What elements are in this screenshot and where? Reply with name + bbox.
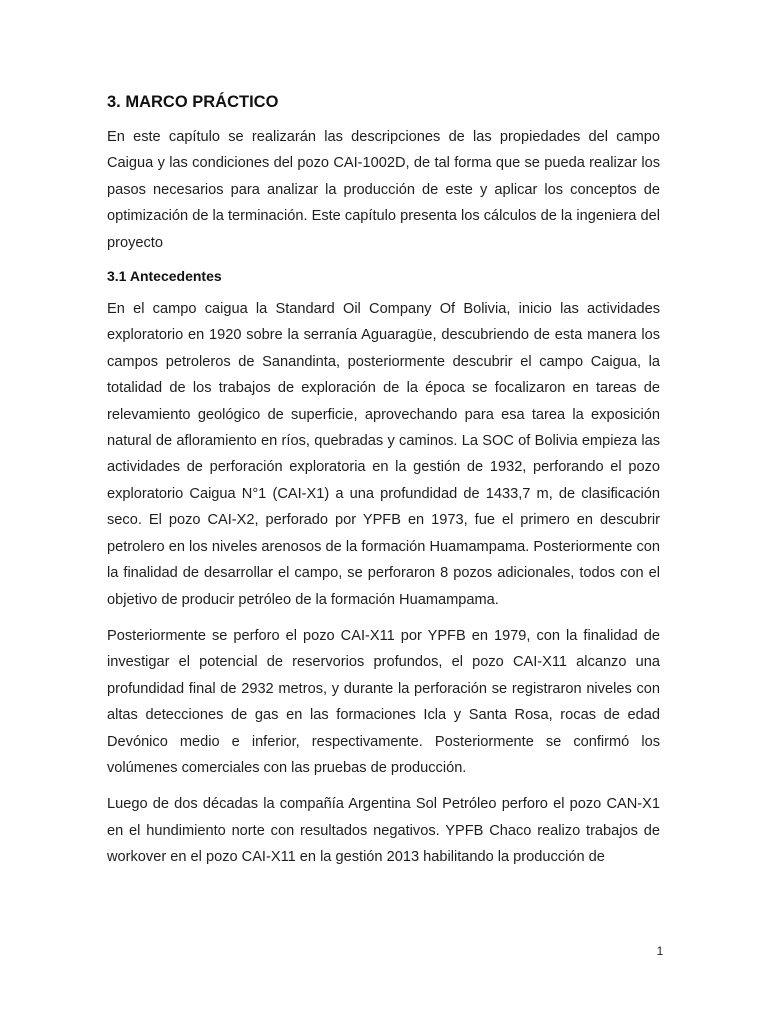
body-paragraph: Posteriormente se perforo el pozo CAI-X11 por YPFB en 1979, con la finalidad de investigar el potencial de reservorios profundos, el pozo CAI-X11 alcanzo una profundidad final de 2932 metros, y durante la perforación se registraron niveles con altas detecciones de gas en las formaciones Icla y Santa Rosa, rocas de edad Devónico medio e inferior, respectivamente. Posteriormente se confirmó los volúmenes comerciales con las pruebas de producción.: [107, 627, 660, 776]
intro-paragraph: En este capítulo se realizarán las descripciones de las propiedades del campo Caigua y las condiciones del pozo CAI-1002D, de tal forma que se pueda realizar los pasos necesarios para analizar la producción de este y aplicar los conceptos de optimización de la terminación. Este capítulo presenta los cálculos de la ingeniera del proyecto: [107, 129, 660, 251]
chapter-heading: 3. MARCO PRÁCTICO: [107, 93, 279, 111]
body-paragraph: En el campo caigua la Standard Oil Company Of Bolivia, inicio las actividades exploratorio en 1920 sobre la serranía Aguaragüe, descubriendo de esta manera los campos petroleros de Sanandinta, posteriormente descubrir el campo Caigua, la totalidad de los trabajos de exploración de la época se focalizaron en tareas de relevamiento geológico de superficie, aprovechando para esa tarea la exposición natural de afloramiento en ríos, quebradas y caminos. La SOC of Bolivia empieza las actividades de perforación exploratoria en la gestión de 1932, perforando el pozo exploratorio Caigua N°1 (CAI-X1) a una profundidad de 1433,7 m, de clasificación seco. El pozo CAI-X2, perforado por YPFB en 1973, fue el primero en descubrir petrolero en los niveles arenosos de la formación Huamampama. Posteriormente con la finalidad de desarrollar el campo, se perforaron 8 pozos adicionales, todos con el objetivo de producir petróleo de la formación Huamampama.: [107, 301, 660, 608]
page-number: 1: [656, 944, 664, 958]
body-paragraph: Luego de dos décadas la compañía Argentina Sol Petróleo perforo el pozo CAN-X1 en el hundimiento norte con resultados negativos. YPFB Chaco realizo trabajos de workover en el pozo CAI-X11 en la gestión 2013 habilitando la producción de: [107, 796, 660, 866]
page-content: [107, 92, 660, 881]
section-heading: 3.1 Antecedentes: [107, 268, 222, 285]
